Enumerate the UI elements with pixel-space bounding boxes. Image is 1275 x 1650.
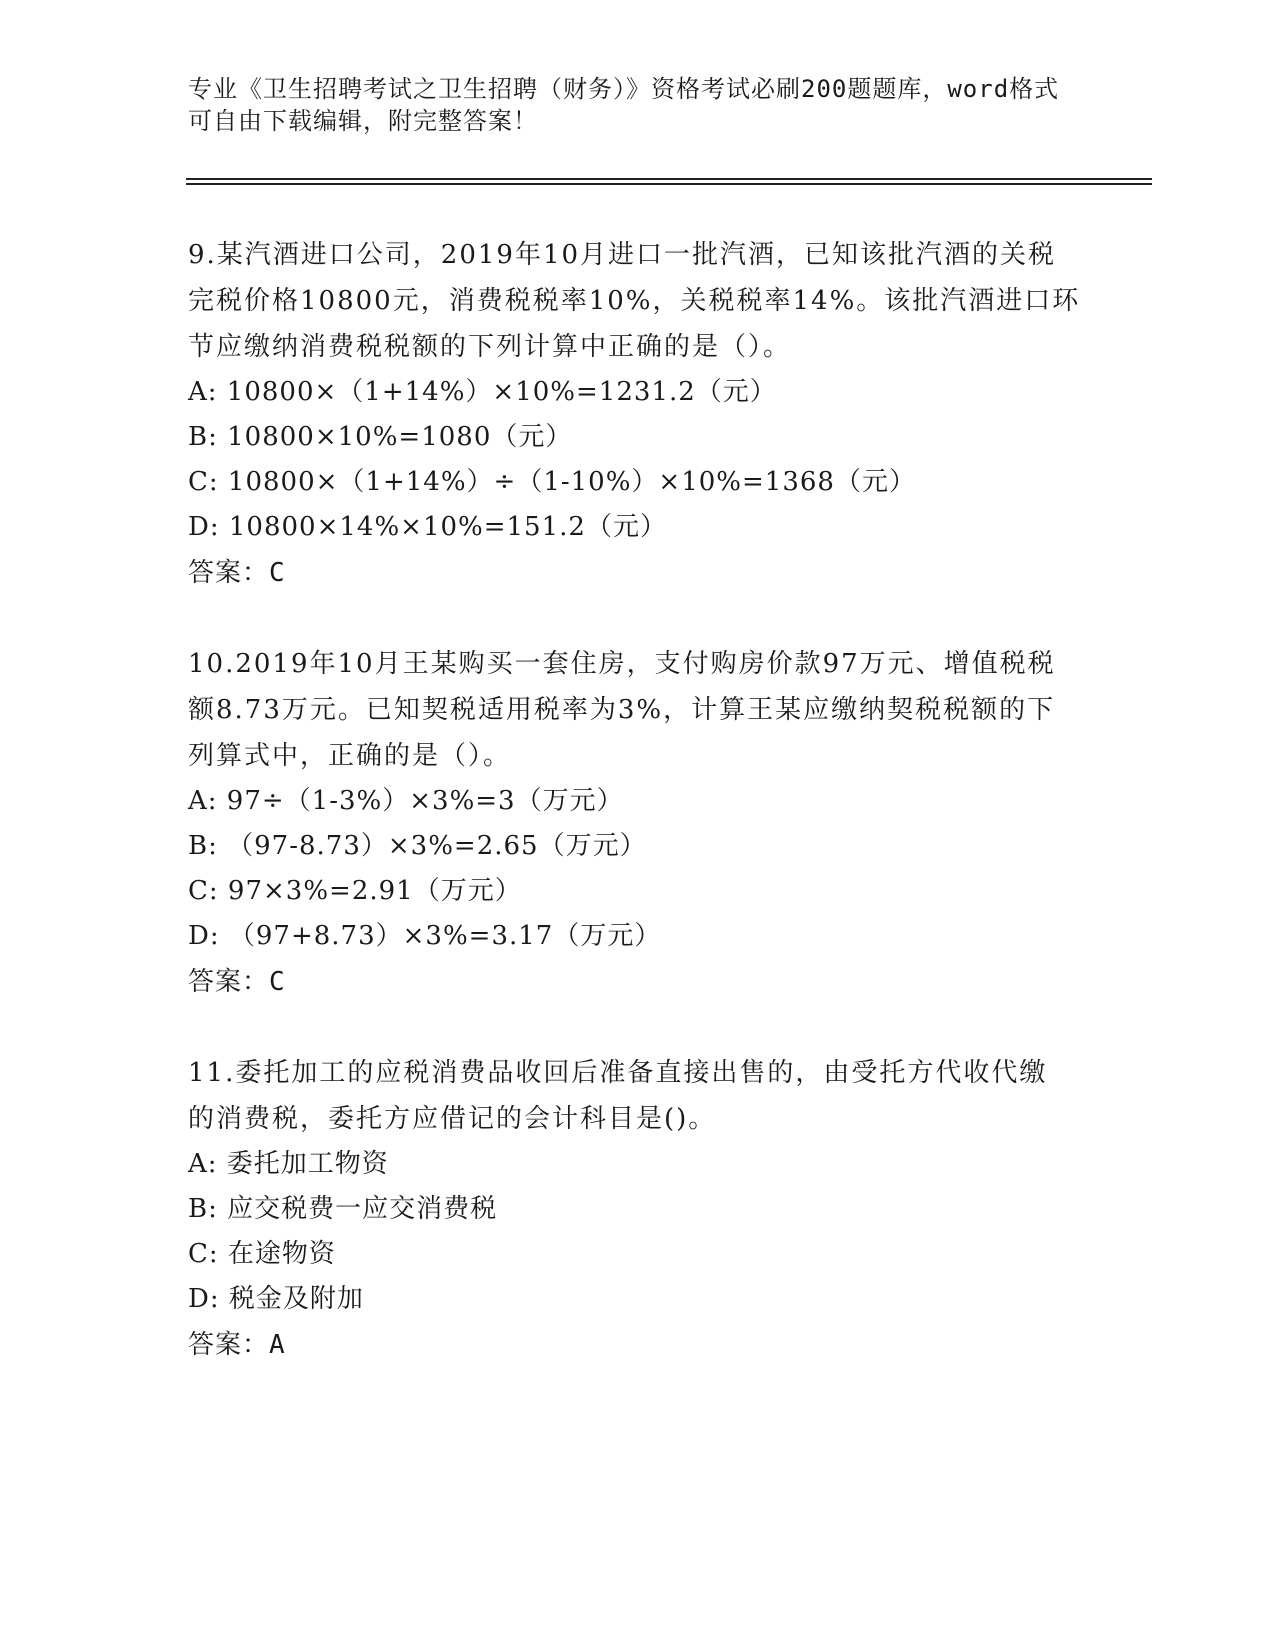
option-b: B: （97-8.73）×3%=2.65（万元） bbox=[188, 831, 647, 861]
answer: 答案：C bbox=[188, 967, 286, 997]
option-d: D: （97+8.73）×3%=3.17（万元） bbox=[188, 921, 662, 951]
question-stem-line: 完税价格10800元，消费税税率10%，关税税率14%。该批汽酒进口环 bbox=[188, 286, 1081, 316]
question-stem bbox=[188, 232, 1088, 370]
question-stem-line: 10.2019年10月王某购买一套住房，支付购房价款97万元、增值税税 bbox=[188, 649, 1056, 679]
header-line-1: 专业《卫生招聘考试之卫生招聘（财务）》资格考试必刷200题题库，word格式 bbox=[188, 75, 1060, 103]
question-stem-line: 列算式中，正确的是（）。 bbox=[188, 741, 512, 771]
question-stem bbox=[188, 641, 1088, 779]
question-stem-line: 节应缴纳消费税税额的下列计算中正确的是（）。 bbox=[188, 332, 792, 362]
option-a: A: 委托加工物资 bbox=[188, 1149, 389, 1179]
header-line-2: 可自由下载编辑，附完整答案！ bbox=[188, 107, 538, 135]
option-a: A: 10800×（1+14%）×10%=1231.2（元） bbox=[188, 377, 777, 407]
option-d: D: 10800×14%×10%=151.2（元） bbox=[188, 512, 667, 542]
question-10 bbox=[188, 641, 1088, 1005]
question-stem-line: 额8.73万元。已知契税适用税率为3%，计算王某应缴纳契税税额的下 bbox=[188, 695, 1056, 725]
question-9 bbox=[188, 232, 1088, 596]
question-11 bbox=[188, 1050, 1088, 1368]
option-b: B: 10800×10%=1080（元） bbox=[188, 422, 573, 452]
question-stem bbox=[188, 1050, 1088, 1142]
header-divider-top bbox=[186, 178, 1152, 180]
answer: 答案：A bbox=[188, 1330, 286, 1360]
option-b: B: 应交税费一应交消费税 bbox=[188, 1194, 498, 1224]
option-c: C: 97×3%=2.91（万元） bbox=[188, 876, 522, 906]
answer: 答案：C bbox=[188, 558, 286, 588]
question-stem-line: 9.某汽酒进口公司，2019年10月进口一批汽酒，已知该批汽酒的关税 bbox=[188, 240, 1057, 270]
header-divider-bottom bbox=[186, 183, 1152, 185]
question-stem-line: 11.委托加工的应税消费品收回后准备直接出售的，由受托方代收代缴 bbox=[188, 1058, 1048, 1088]
option-d: D: 税金及附加 bbox=[188, 1284, 364, 1314]
question-stem-line: 的消费税，委托方应借记的会计科目是()。 bbox=[188, 1104, 717, 1134]
option-c: C: 在途物资 bbox=[188, 1239, 336, 1269]
option-c: C: 10800×（1+14%）÷（1-10%）×10%=1368（元） bbox=[188, 467, 916, 497]
option-a: A: 97÷（1-3%）×3%=3（万元） bbox=[188, 786, 624, 816]
document-header bbox=[188, 73, 1088, 137]
